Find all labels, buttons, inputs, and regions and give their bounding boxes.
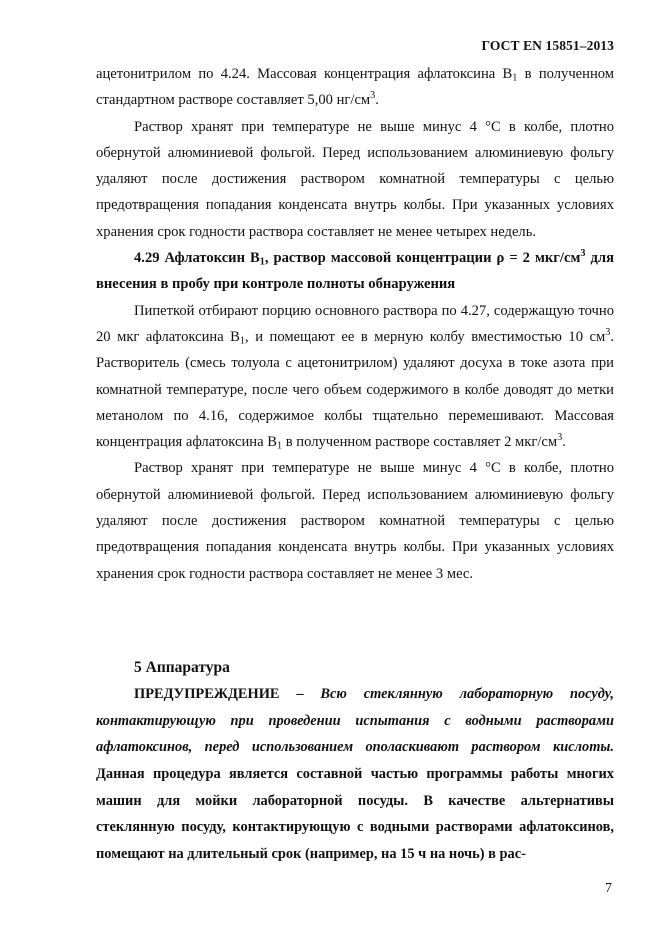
text-run: , раствор массовой концентрации ρ = 2 мкг/см — [264, 250, 581, 267]
text-run: . — [375, 92, 379, 109]
paragraph-pipette-procedure — [96, 298, 614, 456]
text-run: , и помещают ее в мерную колбу вместимостью 10 см — [245, 328, 606, 345]
subscript: 1 — [512, 72, 518, 84]
warning-label: ПРЕДУПРЕЖДЕНИЕ – — [134, 686, 304, 703]
subscript: 1 — [239, 335, 246, 347]
text-run: в полученном стандартном растворе составляет 5,00 нг/см — [96, 66, 615, 109]
text-run: Пипеткой отбирают порцию основного раствора по 4.27, содержащую точно 20 мкг афлатоксина B — [96, 302, 614, 345]
superscript: 3 — [557, 432, 563, 444]
text-run: . — [562, 434, 566, 451]
text-run: . Растворитель (смесь толуола с ацетонитрилом) удаляют досуха в токе азота при комнатной температуре, после чего объем содержимого в колбе доводят до метки метанолом по 4.16, содержимое колбы тщательно перемешивают. Массовая концентрация афлатоксина B — [96, 328, 614, 451]
paragraph-storage-conditions-1: Раствор хранят при температуре не выше минус 4 °C в колбе, плотно обернутой алюминиевой фольгой. Перед использованием алюминиевую фольгу удаляют после достижения раствором комнатной температуры с целью предотвращения попадания конденсата внутрь колбы. При указанных условиях хранения срок годности раствора составляет не менее четырех недель. — [96, 118, 614, 240]
superscript: 3 — [605, 326, 611, 338]
paragraph-storage-conditions-2: Раствор хранят при температуре не выше минус 4 °C в колбе, плотно обернутой алюминиевой фольгой. Перед использованием алюминиевую фольгу удаляют после достижения раствором комнатной температуры с целью предотвращения попадания конденсата внутрь колбы. При указанных условиях хранения срок годности раствора составляет не менее 3 мес. — [96, 460, 614, 582]
document-header: ГОСТ EN 15851–2013 — [481, 38, 614, 53]
paragraph-standard-solution-concentration — [96, 61, 614, 114]
section-5 — [96, 655, 614, 867]
heading-4-29 — [96, 245, 614, 298]
text-run: ацетонитрилом по 4.24. Массовая концентрация афлатоксина B — [96, 66, 513, 82]
text-run: в полученном растворе составляет 2 мкг/см — [282, 434, 558, 451]
text-run: для внесения в пробу при контроле полноты обнаружения — [96, 250, 614, 293]
superscript: 3 — [370, 90, 376, 102]
warning-text: Данная процедура является составной частью программы работы многих машин для мойки лабораторной посуды. В качестве альтернативы стеклянную посуду, контактирующую с водными растворами афлатоксинов, помещают на длительный срок (например, на 15 ч на ночь) в рас- — [96, 766, 614, 862]
warning-italic-text: Всю стеклянную лабораторную посуду, контактирующую при проведении испытания с водными растворами афлатоксинов, перед использованием ополаскивают раствором кислоты. — [96, 686, 614, 756]
superscript: 3 — [580, 247, 586, 259]
page-number: 7 — [605, 881, 612, 896]
section-title: 5 Аппаратура — [134, 659, 230, 676]
section-4-continuation — [96, 61, 614, 587]
subscript: 1 — [259, 256, 265, 268]
text-run: 4.29 Афлатоксин B — [134, 250, 260, 267]
warning-paragraph — [96, 681, 614, 867]
subscript: 1 — [276, 440, 283, 452]
